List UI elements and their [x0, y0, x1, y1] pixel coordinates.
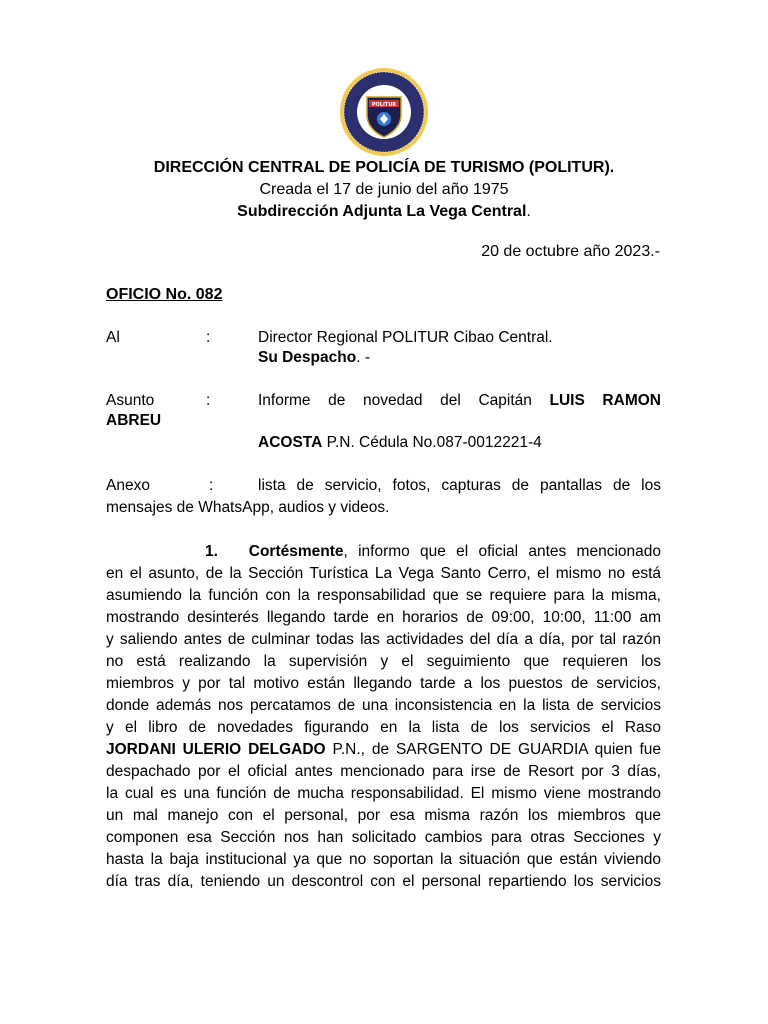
body-line: componen esa Sección nos han solicitado cambios para otras Secciones y — [106, 829, 661, 846]
subject-line-2 — [258, 432, 542, 454]
body-line: mostrando desinterés llegando tarde en horarios de 09:00, 10:00, 11:00 am — [106, 609, 661, 626]
annex-line-1: lista de servicio, fotos, capturas de pantallas de los — [258, 477, 661, 494]
subdivision-name: Subdirección Adjunta La Vega Central — [237, 203, 527, 220]
to-line-1: Director Regional POLITUR Cibao Central. — [258, 329, 553, 346]
raso-name-rest: P.N., de SARGENTO DE GUARDIA quien fue — [325, 741, 661, 758]
org-title: DIRECCIÓN CENTRAL DE POLICÍA DE TURISMO (POLITUR). — [153, 159, 615, 176]
subject-name-wrap: ABREU — [106, 412, 162, 429]
subject-name-part-2: ACOSTA — [258, 434, 323, 451]
subdivision-dot: . — [526, 203, 531, 220]
body-line: y el libro de novedades figurando en la lista de los servicios el Raso — [106, 719, 661, 736]
subject-text: Informe de novedad del Capitán — [258, 392, 532, 409]
to-despacho-suffix: . - — [356, 349, 370, 366]
document-date: 20 de octubre año 2023.- — [481, 243, 660, 260]
subject-line-1 — [258, 390, 661, 412]
body-line-name — [106, 739, 661, 761]
to-despacho: Su Despacho — [258, 349, 357, 366]
subject-name-part-1: LUIS RAMON — [549, 392, 661, 409]
annex-label: Anexo — [106, 477, 150, 494]
body-line: no está realizando la supervisión y el seguimiento que requieren los — [106, 653, 661, 670]
body-line: día tras día, teniendo un descontrol con el personal repartiendo los servicios — [106, 873, 661, 890]
to-line-2 — [258, 347, 370, 369]
body-first-line — [205, 541, 661, 563]
body-line: hasta la baja institucional ya que no soportan la situación que están viviendo — [106, 851, 661, 868]
body-line: despachado por el oficial antes mencionado para irse de Resort por 3 días, — [106, 763, 661, 780]
body-lead-rest: , informo que el oficial antes mencionado — [343, 543, 662, 560]
subject-label: Asunto — [106, 392, 155, 409]
annex-line-2: mensajes de WhatsApp, audios y videos. — [106, 499, 390, 516]
annex-colon: : — [209, 477, 214, 494]
body-line: la cual es una función de mucha responsabilidad. El mismo viene mostrando — [106, 785, 661, 802]
body-line: donde además nos percatamos de una inconsistencia en la lista de servicios — [106, 697, 661, 714]
body-line: asumiendo la función con la responsabilidad que se requiere para la misma, — [106, 587, 661, 604]
subject-cedula: P.N. Cédula No.087-0012221-4 — [322, 434, 542, 451]
body-lead: Cortésmente — [248, 543, 344, 560]
body-line: y saliendo antes de culminar todas las actividades del día a día, por tal razón — [106, 631, 661, 648]
svg-text:POLITUR: POLITUR — [371, 102, 397, 108]
subject-colon: : — [206, 392, 211, 409]
raso-name: JORDANI ULERIO DELGADO — [106, 741, 326, 758]
subdivision-line — [0, 201, 768, 223]
oficio-number: OFICIO No. 082 — [106, 286, 223, 303]
politur-seal-logo — [339, 67, 429, 157]
body-line: en el asunto, de la Sección Turística La Vega Santo Cerro, el mismo no está — [106, 565, 661, 582]
paragraph-number: 1. — [205, 543, 218, 560]
body-line: un mal manejo con el personal, por esa misma razón los miembros que — [106, 807, 661, 824]
to-colon: : — [206, 329, 211, 346]
body-line: miembros y por tal motivo están llegando tarde a los puestos de servicios, — [106, 675, 661, 692]
to-label: Al — [106, 329, 120, 346]
created-line: Creada el 17 de junio del año 1975 — [259, 181, 509, 198]
